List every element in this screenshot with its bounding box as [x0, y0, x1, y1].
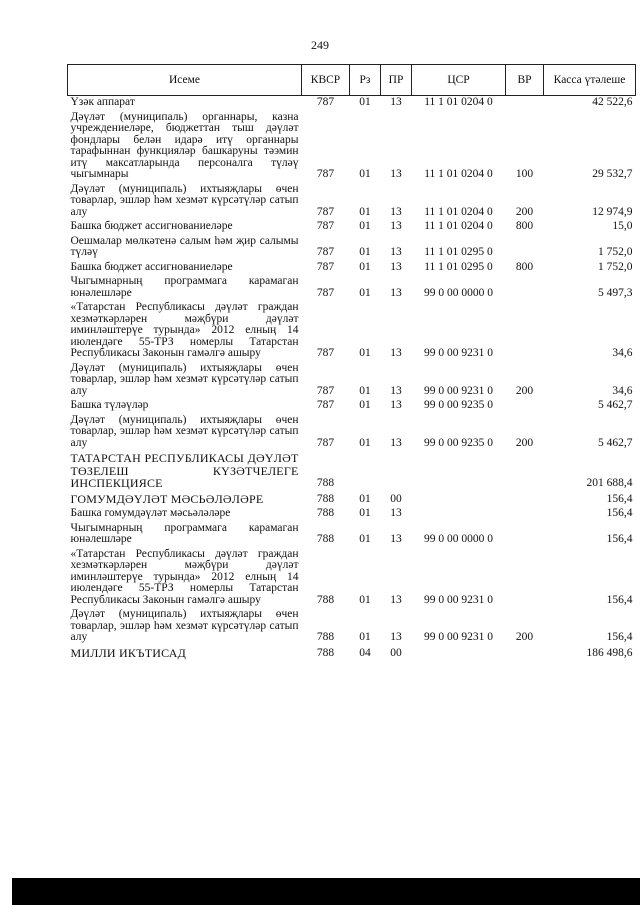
cell-csr: 11 1 01 0204 0 [424, 96, 493, 108]
cell-name: Чыгымнарның программага карамаган юнәлешләре [70, 275, 299, 299]
cell-vr: 200 [515, 384, 534, 397]
cell-sum: 156,4 [606, 631, 633, 644]
cell-rz: 01 [359, 246, 371, 258]
cell-csr [412, 646, 506, 662]
cell-sum: 156,4 [606, 593, 633, 606]
table-row [68, 548, 636, 609]
cell-pr: 13 [390, 347, 402, 359]
cell-name: Оешмалар мөлкәтенә салым һәм җир салымы түләү [70, 234, 299, 258]
table-row [68, 261, 636, 276]
cell-name: Дәүләт (муниципаль) ихтыяҗлары өчен товарлар, эшләр һәм хезмәт күрсәтүләр сатып алу [70, 361, 299, 397]
cell-pr: 00 [390, 492, 402, 505]
cell-vr: 200 [515, 631, 534, 644]
cell-vr [506, 507, 544, 522]
table-row [68, 183, 636, 221]
cell-csr: 99 0 00 9231 0 [424, 593, 493, 606]
cell-name: Башка түләүләр [70, 399, 149, 411]
cell-rz: 01 [359, 347, 371, 359]
cell-sum: 34,6 [612, 347, 633, 359]
cell-sum: 29 532,7 [592, 168, 633, 180]
table-row [68, 608, 636, 646]
cell-rz: 01 [359, 220, 371, 232]
cell-kvsr: 788 [316, 631, 335, 644]
table-row [68, 399, 636, 414]
cell-sum: 1 752,0 [598, 246, 633, 258]
cell-vr [506, 451, 544, 492]
cell-name: Дәүләт (муниципаль) ихтыяҗлары өчен товарлар, эшләр һәм хезмәт күрсәтүләр сатып алу [70, 182, 299, 218]
header-rz: Рз [350, 65, 381, 96]
cell-name: Башка гомумдәүләт мәсьәләләре [70, 507, 231, 520]
cell-sum: 12 974,9 [592, 205, 633, 218]
header-csr: ЦСР [412, 65, 506, 96]
header-pr: ПР [381, 65, 412, 96]
cell-pr [381, 451, 412, 492]
cell-csr: 11 1 01 0295 0 [424, 260, 493, 273]
cell-name: ТАТАРСТАН РЕСПУБЛИКАСЫ ДӘҮЛӘТ ТӨЗЕЛЕШ КҮЗӘТЧЕЛЕГЕ ИНСПЕКЦИЯСЕ [70, 451, 299, 491]
cell-csr: 11 1 01 0204 0 [424, 168, 493, 180]
cell-rz [350, 451, 381, 492]
table-row [68, 507, 636, 522]
header-name: Исеме [68, 65, 302, 96]
table-row [68, 362, 636, 400]
cell-rz: 01 [359, 492, 371, 505]
cell-kvsr: 787 [316, 347, 335, 359]
cell-csr: 99 0 00 9235 0 [424, 399, 493, 411]
cell-name: Чыгымнарның программага карамаган юнәлешләре [70, 521, 299, 546]
table-row [68, 522, 636, 548]
cell-sum: 201 688,4 [586, 477, 633, 490]
cell-csr [412, 507, 506, 522]
cell-csr: 99 0 00 9235 0 [424, 436, 493, 449]
cell-csr: 99 0 00 9231 0 [424, 631, 493, 644]
cell-rz: 04 [359, 646, 371, 659]
cell-vr [506, 399, 544, 414]
page-number: 249 [311, 38, 329, 52]
cell-sum: 15,0 [612, 220, 633, 232]
cell-kvsr: 788 [316, 492, 335, 505]
budget-table [67, 64, 636, 661]
cell-rz: 01 [359, 205, 371, 218]
cell-name: Дәүләт (муниципаль) ихтыяҗлары өчен товарлар, эшләр һәм хезмәт күрсәтүләр сатып алу [70, 608, 299, 644]
cell-csr: 99 0 00 0000 0 [424, 533, 493, 546]
cell-kvsr: 787 [316, 399, 335, 411]
cell-kvsr: 787 [316, 168, 335, 180]
cell-kvsr: 787 [316, 205, 335, 218]
cell-sum: 5 462,7 [598, 436, 633, 449]
cell-kvsr: 788 [316, 646, 335, 659]
cell-vr [506, 646, 544, 662]
cell-csr: 99 0 00 9231 0 [424, 347, 493, 359]
cell-name: Башка бюджет ассигнованиеләре [70, 220, 233, 232]
scan-bottom-edge [12, 878, 640, 905]
table-row [68, 111, 636, 183]
cell-csr: 99 0 00 9231 0 [424, 384, 493, 397]
header-sum: Касса үтәлеше [544, 65, 636, 96]
cell-pr: 13 [390, 631, 402, 644]
cell-pr: 13 [390, 168, 402, 180]
cell-rz: 01 [359, 399, 371, 411]
cell-sum: 156,4 [606, 492, 633, 505]
table-row [68, 414, 636, 452]
cell-sum: 186 498,6 [586, 646, 633, 659]
cell-rz: 01 [359, 286, 371, 299]
cell-kvsr: 787 [316, 384, 335, 397]
cell-vr: 200 [515, 436, 534, 449]
header-vr: ВР [506, 65, 544, 96]
cell-rz: 01 [359, 533, 371, 546]
cell-kvsr: 787 [316, 260, 335, 273]
cell-rz: 01 [359, 507, 371, 520]
cell-kvsr: 788 [316, 533, 335, 546]
cell-name: «Татарстан Республикасы дәүләт граждан хезмәткәрләрен мәҗбүри дәүләт иминләштерүе турында» 2012 елның 14 июлендәге 55-ТРЗ номерлы Татарстан Республикасы Законын гамәлгә ашыру [70, 547, 299, 606]
cell-vr: 800 [515, 260, 534, 273]
cell-kvsr: 787 [316, 220, 335, 232]
cell-sum: 1 752,0 [598, 260, 633, 273]
cell-pr: 00 [390, 646, 402, 659]
cell-rz: 01 [359, 96, 371, 108]
cell-rz: 01 [359, 593, 371, 606]
cell-sum: 42 522,6 [592, 96, 633, 108]
cell-pr: 13 [390, 436, 402, 449]
cell-pr: 13 [390, 384, 402, 397]
cell-vr [506, 275, 544, 301]
cell-vr [506, 548, 544, 609]
cell-name: Дәүләт (муниципаль) органнары, казна учреждениеләре, бюджеттан тыш дәүләт фондлары белән идарә итү органнары тарафыннан функцияләр башкаруны тәэмин итү максатларында персоналга түләү чыгымнары [70, 110, 299, 180]
cell-name: Башка бюджет ассигнованиеләре [70, 260, 233, 273]
cell-name: Үзәк аппарат [70, 96, 135, 108]
cell-csr [412, 451, 506, 492]
cell-kvsr: 788 [316, 593, 335, 606]
cell-csr: 99 0 00 0000 0 [424, 286, 493, 299]
cell-rz: 01 [359, 384, 371, 397]
cell-name: МИЛЛИ ИКЪТИСАД [70, 645, 186, 660]
cell-kvsr: 787 [316, 286, 335, 299]
cell-kvsr: 787 [316, 96, 335, 108]
cell-rz: 01 [359, 631, 371, 644]
table-row [68, 235, 636, 261]
cell-vr [506, 96, 544, 111]
cell-kvsr: 787 [316, 246, 335, 258]
cell-vr: 200 [515, 205, 534, 218]
cell-sum: 34,6 [612, 384, 633, 397]
cell-rz: 01 [359, 260, 371, 273]
table-row [68, 220, 636, 235]
cell-vr [506, 301, 544, 362]
table-row [68, 301, 636, 362]
table-row [68, 96, 636, 111]
cell-sum: 5 462,7 [598, 399, 633, 411]
table-row [68, 451, 636, 492]
cell-kvsr: 787 [316, 436, 335, 449]
cell-name: «Татарстан Республикасы дәүләт граждан хезмәткәрләрен мәҗбүри дәүләт иминләштерүе турында» 2012 елның 14 июлендәге 55-ТРЗ номерлы Татарстан Республикасы Законын гамәлгә ашыру [70, 301, 299, 359]
cell-sum: 156,4 [606, 533, 633, 546]
cell-vr [506, 492, 544, 508]
cell-pr: 13 [390, 220, 402, 232]
cell-sum: 5 497,3 [598, 286, 633, 299]
cell-pr: 13 [390, 507, 402, 520]
cell-pr: 13 [390, 260, 402, 273]
cell-csr [412, 492, 506, 508]
table-header-row [68, 65, 636, 96]
cell-pr: 13 [390, 533, 402, 546]
cell-vr [506, 235, 544, 261]
cell-pr: 13 [390, 205, 402, 218]
cell-name: Дәүләт (муниципаль) ихтыяҗлары өчен товарлар, эшләр һәм хезмәт күрсәтүләр сатып алу [70, 413, 299, 449]
cell-pr: 13 [390, 96, 402, 108]
cell-csr: 11 1 01 0204 0 [424, 220, 493, 232]
cell-csr: 11 1 01 0295 0 [424, 246, 493, 258]
cell-name: ГОМУМДӘҮЛӘТ МӘСЬӘЛӘЛӘРЕ [70, 491, 264, 506]
cell-vr [506, 522, 544, 548]
cell-vr: 800 [515, 220, 534, 232]
cell-csr: 11 1 01 0204 0 [424, 205, 493, 218]
cell-kvsr: 788 [316, 507, 335, 520]
table-row [68, 646, 636, 662]
cell-rz: 01 [359, 168, 371, 180]
cell-sum: 156,4 [606, 507, 633, 520]
cell-pr: 13 [390, 246, 402, 258]
cell-kvsr: 788 [316, 477, 335, 490]
cell-pr: 13 [390, 593, 402, 606]
header-kvsr: КВСР [302, 65, 350, 96]
cell-rz: 01 [359, 436, 371, 449]
cell-pr: 13 [390, 286, 402, 299]
table-row [68, 492, 636, 508]
cell-pr: 13 [390, 399, 402, 411]
table-row [68, 275, 636, 301]
cell-vr: 100 [515, 168, 534, 180]
